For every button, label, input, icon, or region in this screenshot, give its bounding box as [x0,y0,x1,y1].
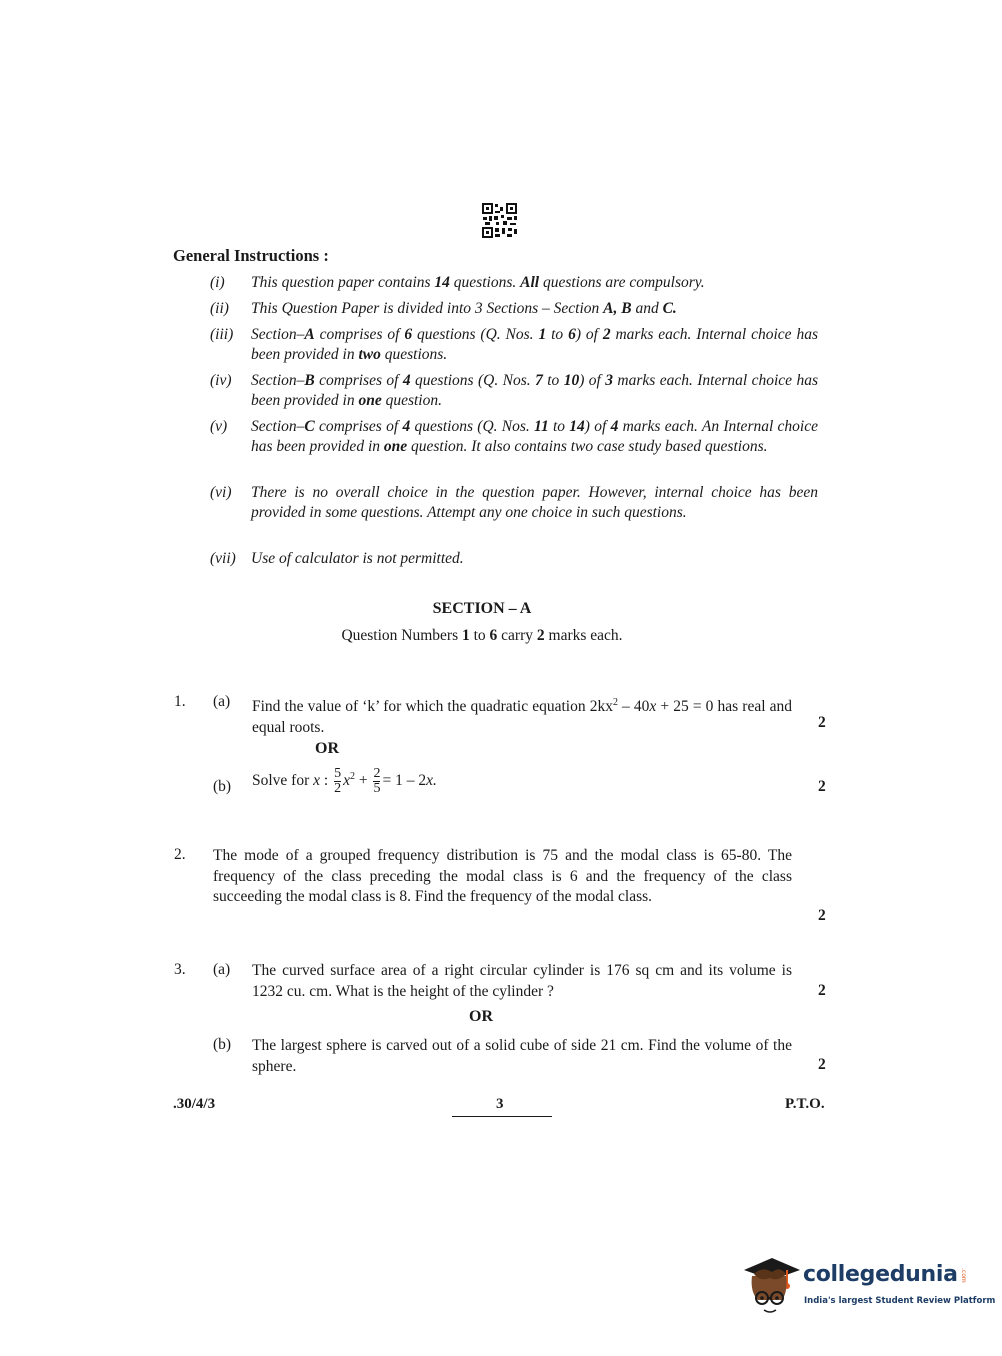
instruction-number: (iii) [210,326,234,343]
brand-tagline: India's largest Student Review Platform [804,1296,996,1306]
pto-label: P.T.O. [785,1096,825,1112]
instruction-text: Section–A comprises of 6 questions (Q. Nos. 1 to 6) of 2 marks each. Internal choice has been provided in two questions. [251,326,818,363]
instruction-item [210,549,818,569]
instruction-number: (v) [210,418,228,435]
paper-code: .30/4/3 [173,1096,216,1112]
page-number: 3 [496,1096,504,1112]
marks: 2 [818,907,826,924]
brand-wordmark: collegedunia [803,1262,958,1287]
fraction: $\frac{5}{2}$ [334,766,342,797]
section-title: SECTION – A [432,600,532,617]
instruction-number: (iv) [210,372,232,389]
instruction-text: Use of calculator is not permitted. [251,550,464,567]
instruction-text: This Question Paper is divided into 3 Sections – Section A, B and C. [251,300,677,317]
instruction-item [210,371,818,411]
question-number: 1. [174,693,186,710]
part-label: (b) [213,1036,232,1053]
instruction-number: (vi) [210,484,232,501]
instruction-item [210,483,818,523]
part-label: (a) [213,961,231,978]
instruction-text: There is no overall choice in the question paper. However, internal choice has been provided in some questions. Attempt any one choice in such questions. [251,484,818,521]
question-text: Solve for x : $\frac{5}{2}$ $x^2$ + $\frac{2}{5}$ = 1 – 2x. [252,766,437,797]
question-text: Find the value of ‘k’ for which the quadratic equation $2kx^2 - 40x + 25 = 0$ has real and equal roots. [252,697,793,736]
question-text: The curved surface area of a right circular cylinder is 176 sq cm and its volume is 1232 cu. cm. What is the height of the cylinder ? [252,962,792,1000]
or-separator: OR [315,740,339,757]
instruction-text: Section–C comprises of 4 questions (Q. Nos. 11 to 14) of 4 marks each. An Internal choice has been provided in one question. It also contains two case study based questions. [251,418,818,455]
question-number: 3. [174,961,186,978]
marks: 2 [818,1056,826,1073]
instruction-number: (vii) [210,550,236,567]
instruction-item [210,325,818,365]
fraction: $\frac{2}{5}$ [373,766,381,797]
brand-domain: .com [960,1268,967,1283]
marks: 2 [818,982,826,999]
qr-code [481,202,518,239]
instruction-number: (ii) [210,300,229,317]
section-subtitle: Question Numbers 1 to 6 carry 2 marks each. [341,627,623,644]
question-number: 2. [174,846,186,863]
marks: 2 [818,714,826,731]
instruction-text: This question paper contains 14 questions. All questions are compulsory. [251,274,705,291]
marks: 2 [818,778,826,795]
instruction-text: Section–B comprises of 4 questions (Q. Nos. 7 to 10) of 3 marks each. Internal choice has been provided in one question. [251,372,818,409]
mascot-logo-icon [742,1252,802,1316]
question-text: The mode of a grouped frequency distribution is 75 and the modal class is 65-80. The frequency of the class preceding the modal class is 6 and the frequency of the class succeeding the modal class is 8. Find the frequency of the modal class. [213,847,792,905]
instruction-item [210,273,818,293]
or-separator: OR [469,1008,493,1025]
question-text: The largest sphere is carved out of a solid cube of side 21 cm. Find the volume of the sphere. [252,1037,792,1075]
general-instructions-title: General Instructions : [173,246,329,265]
instruction-number: (i) [210,274,225,291]
part-label: (b) [213,778,232,795]
instruction-item [210,417,818,457]
part-label: (a) [213,693,231,710]
instruction-item [210,299,818,319]
page-number-underline [452,1116,552,1117]
